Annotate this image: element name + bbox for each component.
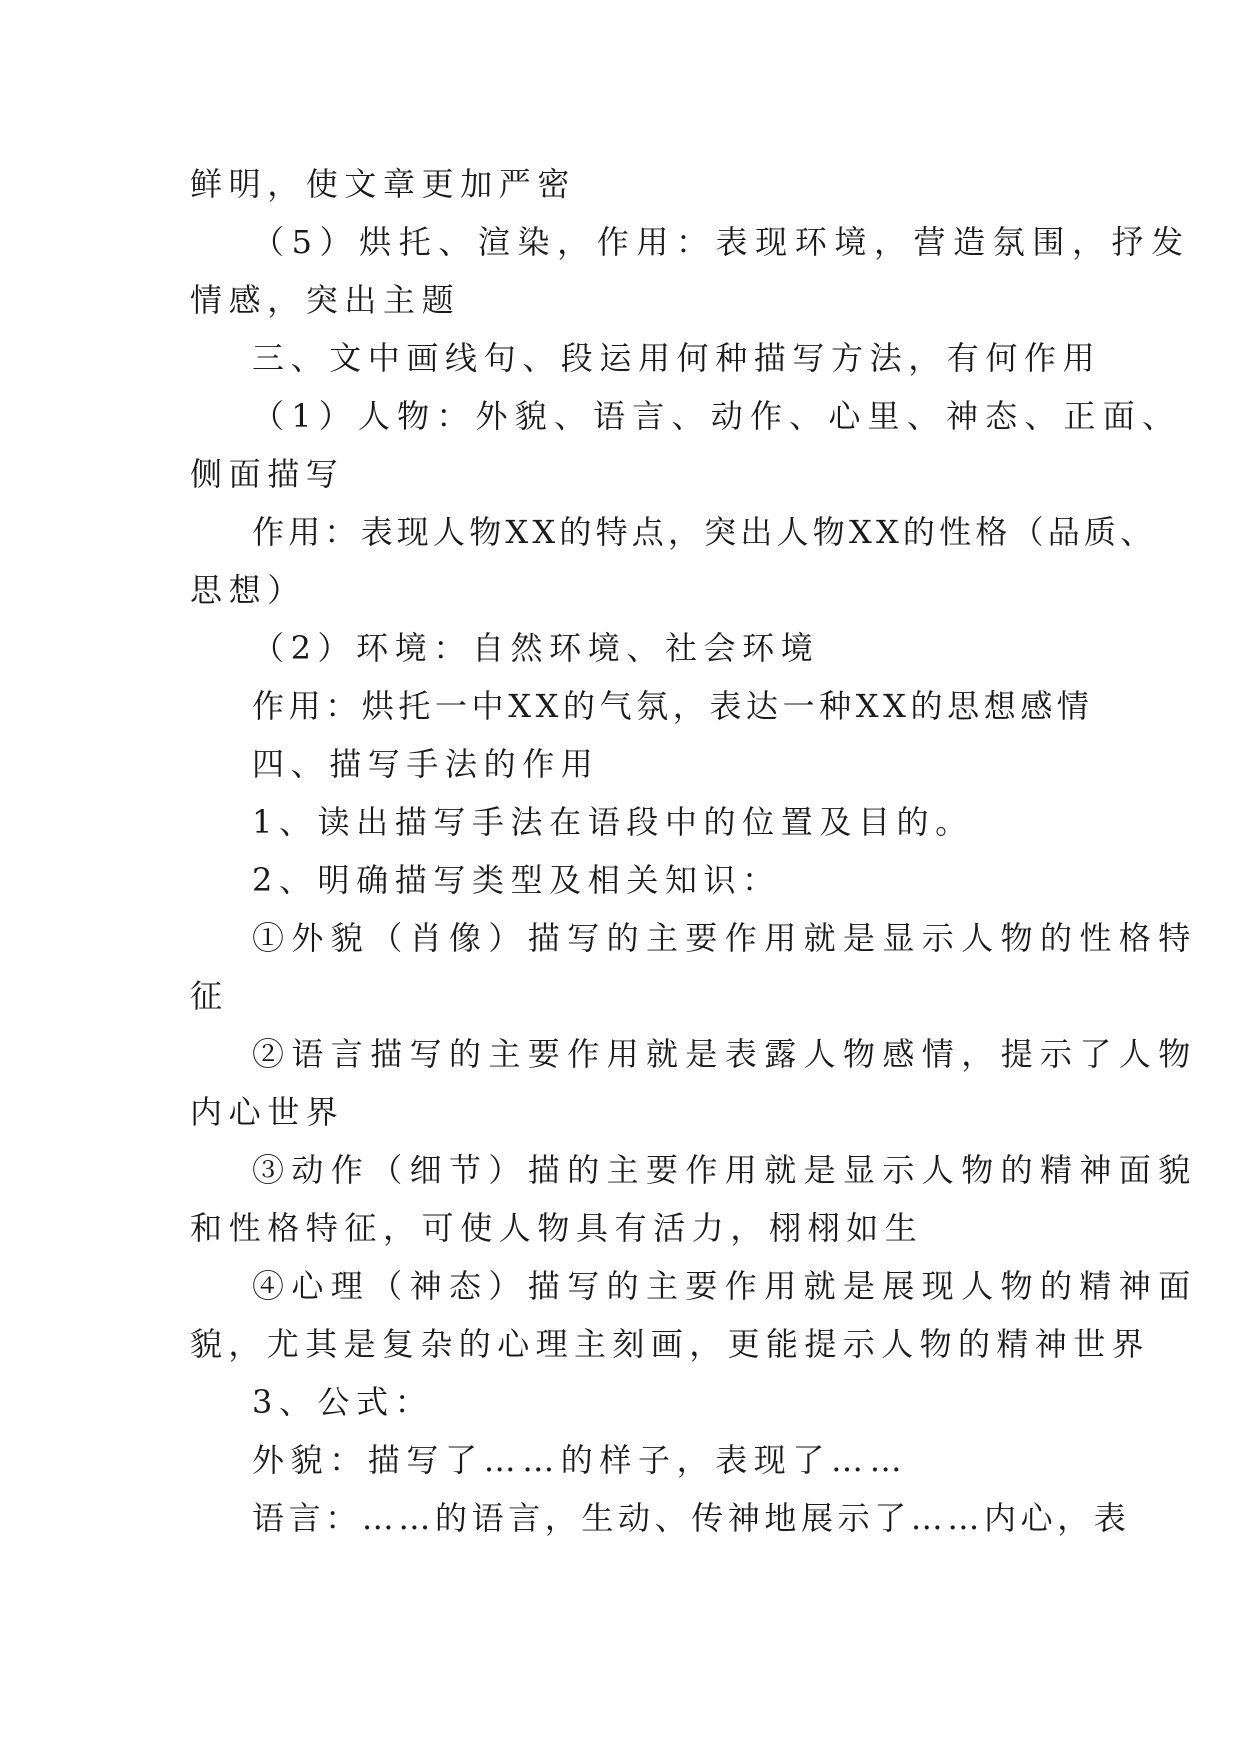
- paragraph-line: 和性格特征，可使人物具有活力，栩栩如生: [190, 1209, 924, 1247]
- paragraph-line: （5）烘托、渲染，作用：表现环境，营造氛围，抒发: [252, 223, 1191, 261]
- paragraph-line: 鲜明，使文章更加严密: [190, 165, 577, 203]
- paragraph-line: 语言：……的语言，生动、传神地展示了……内心，表: [252, 1499, 1131, 1537]
- paragraph-line: 貌，尤其是复杂的心理主刻画，更能提示人物的精神世界: [190, 1325, 1151, 1363]
- paragraph-line: ②语言描写的主要作用就是表露人物感情，提示了人物: [252, 1035, 1198, 1073]
- paragraph-line: （2）环境：自然环境、社会环境: [252, 629, 820, 667]
- paragraph-line: 作用：烘托一中XX的气氛，表达一种XX的思想感情: [252, 687, 1094, 725]
- paragraph-line: 侧面描写: [190, 455, 345, 493]
- section-heading: 三、文中画线句、段运用何种描写方法，有何作用: [252, 339, 1102, 377]
- paragraph-line: ④心理（神态）描写的主要作用就是展现人物的精神面: [252, 1267, 1198, 1305]
- paragraph-line: 外貌：描写了……的样子，表现了……: [252, 1441, 909, 1479]
- paragraph-line: 思想）: [190, 571, 306, 609]
- paragraph-line: ③动作（细节）描的主要作用就是显示人物的精神面貌: [252, 1151, 1198, 1189]
- section-heading: 四、描写手法的作用: [252, 745, 600, 783]
- paragraph-line: 2、明确描写类型及相关知识：: [252, 861, 781, 899]
- paragraph-line: 情感，突出主题: [190, 281, 461, 319]
- paragraph-line: 3、公式：: [252, 1383, 434, 1421]
- paragraph-line: 征: [190, 977, 229, 1015]
- paragraph-line: （1）人物：外貌、语言、动作、心里、神态、正面、: [252, 397, 1182, 435]
- paragraph-line: 作用：表现人物XX的特点，突出人物XX的性格（品质、: [252, 513, 1157, 551]
- paragraph-line: 1、读出描写手法在语段中的位置及目的。: [252, 803, 974, 841]
- paragraph-line: ①外貌（肖像）描写的主要作用就是显示人物的性格特: [252, 919, 1198, 957]
- paragraph-line: 内心世界: [190, 1093, 345, 1131]
